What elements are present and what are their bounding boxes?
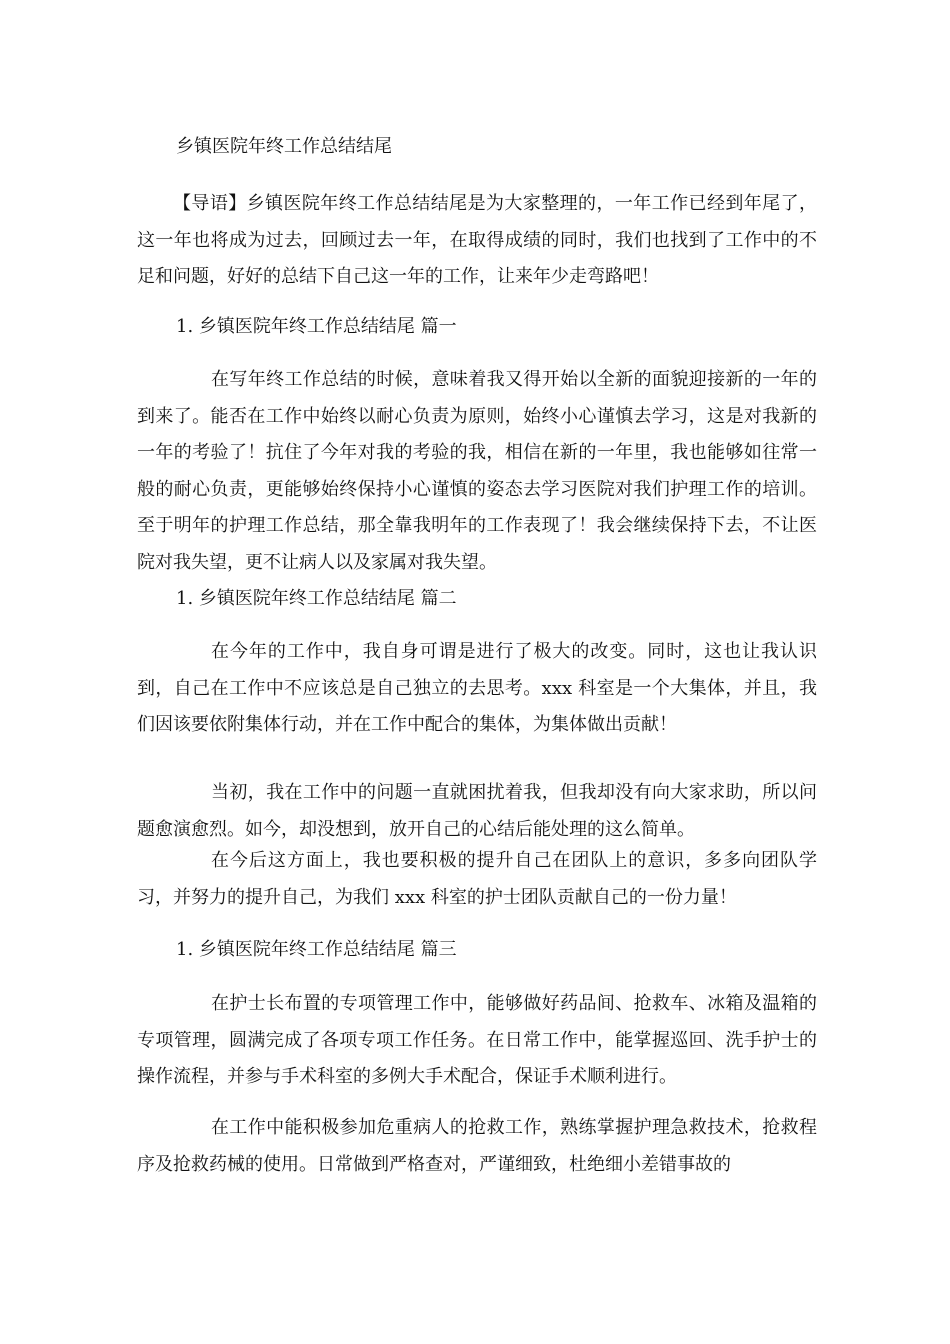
- section-heading-1: 1. 乡镇医院年终工作总结结尾 篇一: [176, 316, 457, 337]
- section-3-paragraph-2: 在工作中能积极参加危重病人的抢救工作，熟练掌握护理急救技术，抢救程序及抢救药械的使用。日常做到严格查对，严谨细致，杜绝细小差错事故的: [137, 1117, 817, 1175]
- section-3-paragraph-1: 在护士长布置的专项管理工作中，能够做好药品间、抢救车、冰箱及温箱的专项管理，圆满完成了各项专项工作任务。在日常工作中，能掌握巡回、洗手护士的操作流程，并参与手术科室的多例大手术配合，保证手术顺利进行。: [137, 993, 817, 1087]
- section-heading-3: 1. 乡镇医院年终工作总结结尾 篇三: [176, 939, 457, 960]
- section-2-paragraph-2: 当初，我在工作中的问题一直就困扰着我，但我却没有向大家求助，所以问题愈演愈烈。如今，却没想到，放开自己的心结后能处理的这么简单。: [137, 782, 817, 840]
- document-title: 乡镇医院年终工作总结结尾: [176, 136, 392, 157]
- section-2-paragraph-3: 在今后这方面上，我也要积极的提升自己在团队上的意识，多多向团队学习，并努力的提升自己，为我们 xxx 科室的护士团队贡献自己的一份力量！: [137, 850, 817, 908]
- intro-paragraph: 【导语】乡镇医院年终工作总结结尾是为大家整理的，一年工作已经到年尾了，这一年也将成为过去，回顾过去一年，在取得成绩的同时，我们也找到了工作中的不足和问题，好好的总结下自己这一年的工作，让来年少走弯路吧！: [137, 193, 817, 287]
- section-heading-2: 1. 乡镇医院年终工作总结结尾 篇二: [176, 588, 457, 609]
- section-1-paragraph-1: 在写年终工作总结的时候，意味着我又得开始以全新的面貌迎接新的一年的到来了。能否在工作中始终以耐心负责为原则，始终小心谨慎去学习，这是对我新的一年的考验了！抗住了今年对我的考验的我，相信在新的一年里，我也能够如往常一般的耐心负责，更能够始终保持小心谨慎的姿态去学习医院对我们护理工作的培训。至于明年的护理工作总结，那全靠我明年的工作表现了！我会继续保持下去，不让医院对我失望，更不让病人以及家属对我失望。: [137, 369, 817, 573]
- section-2-paragraph-1: 在今年的工作中，我自身可谓是进行了极大的改变。同时，这也让我认识到，自己在工作中不应该总是自己独立的去思考。xxx 科室是一个大集体，并且，我们因该要依附集体行动，并在工作中配合的集体，为集体做出贡献！: [137, 641, 817, 735]
